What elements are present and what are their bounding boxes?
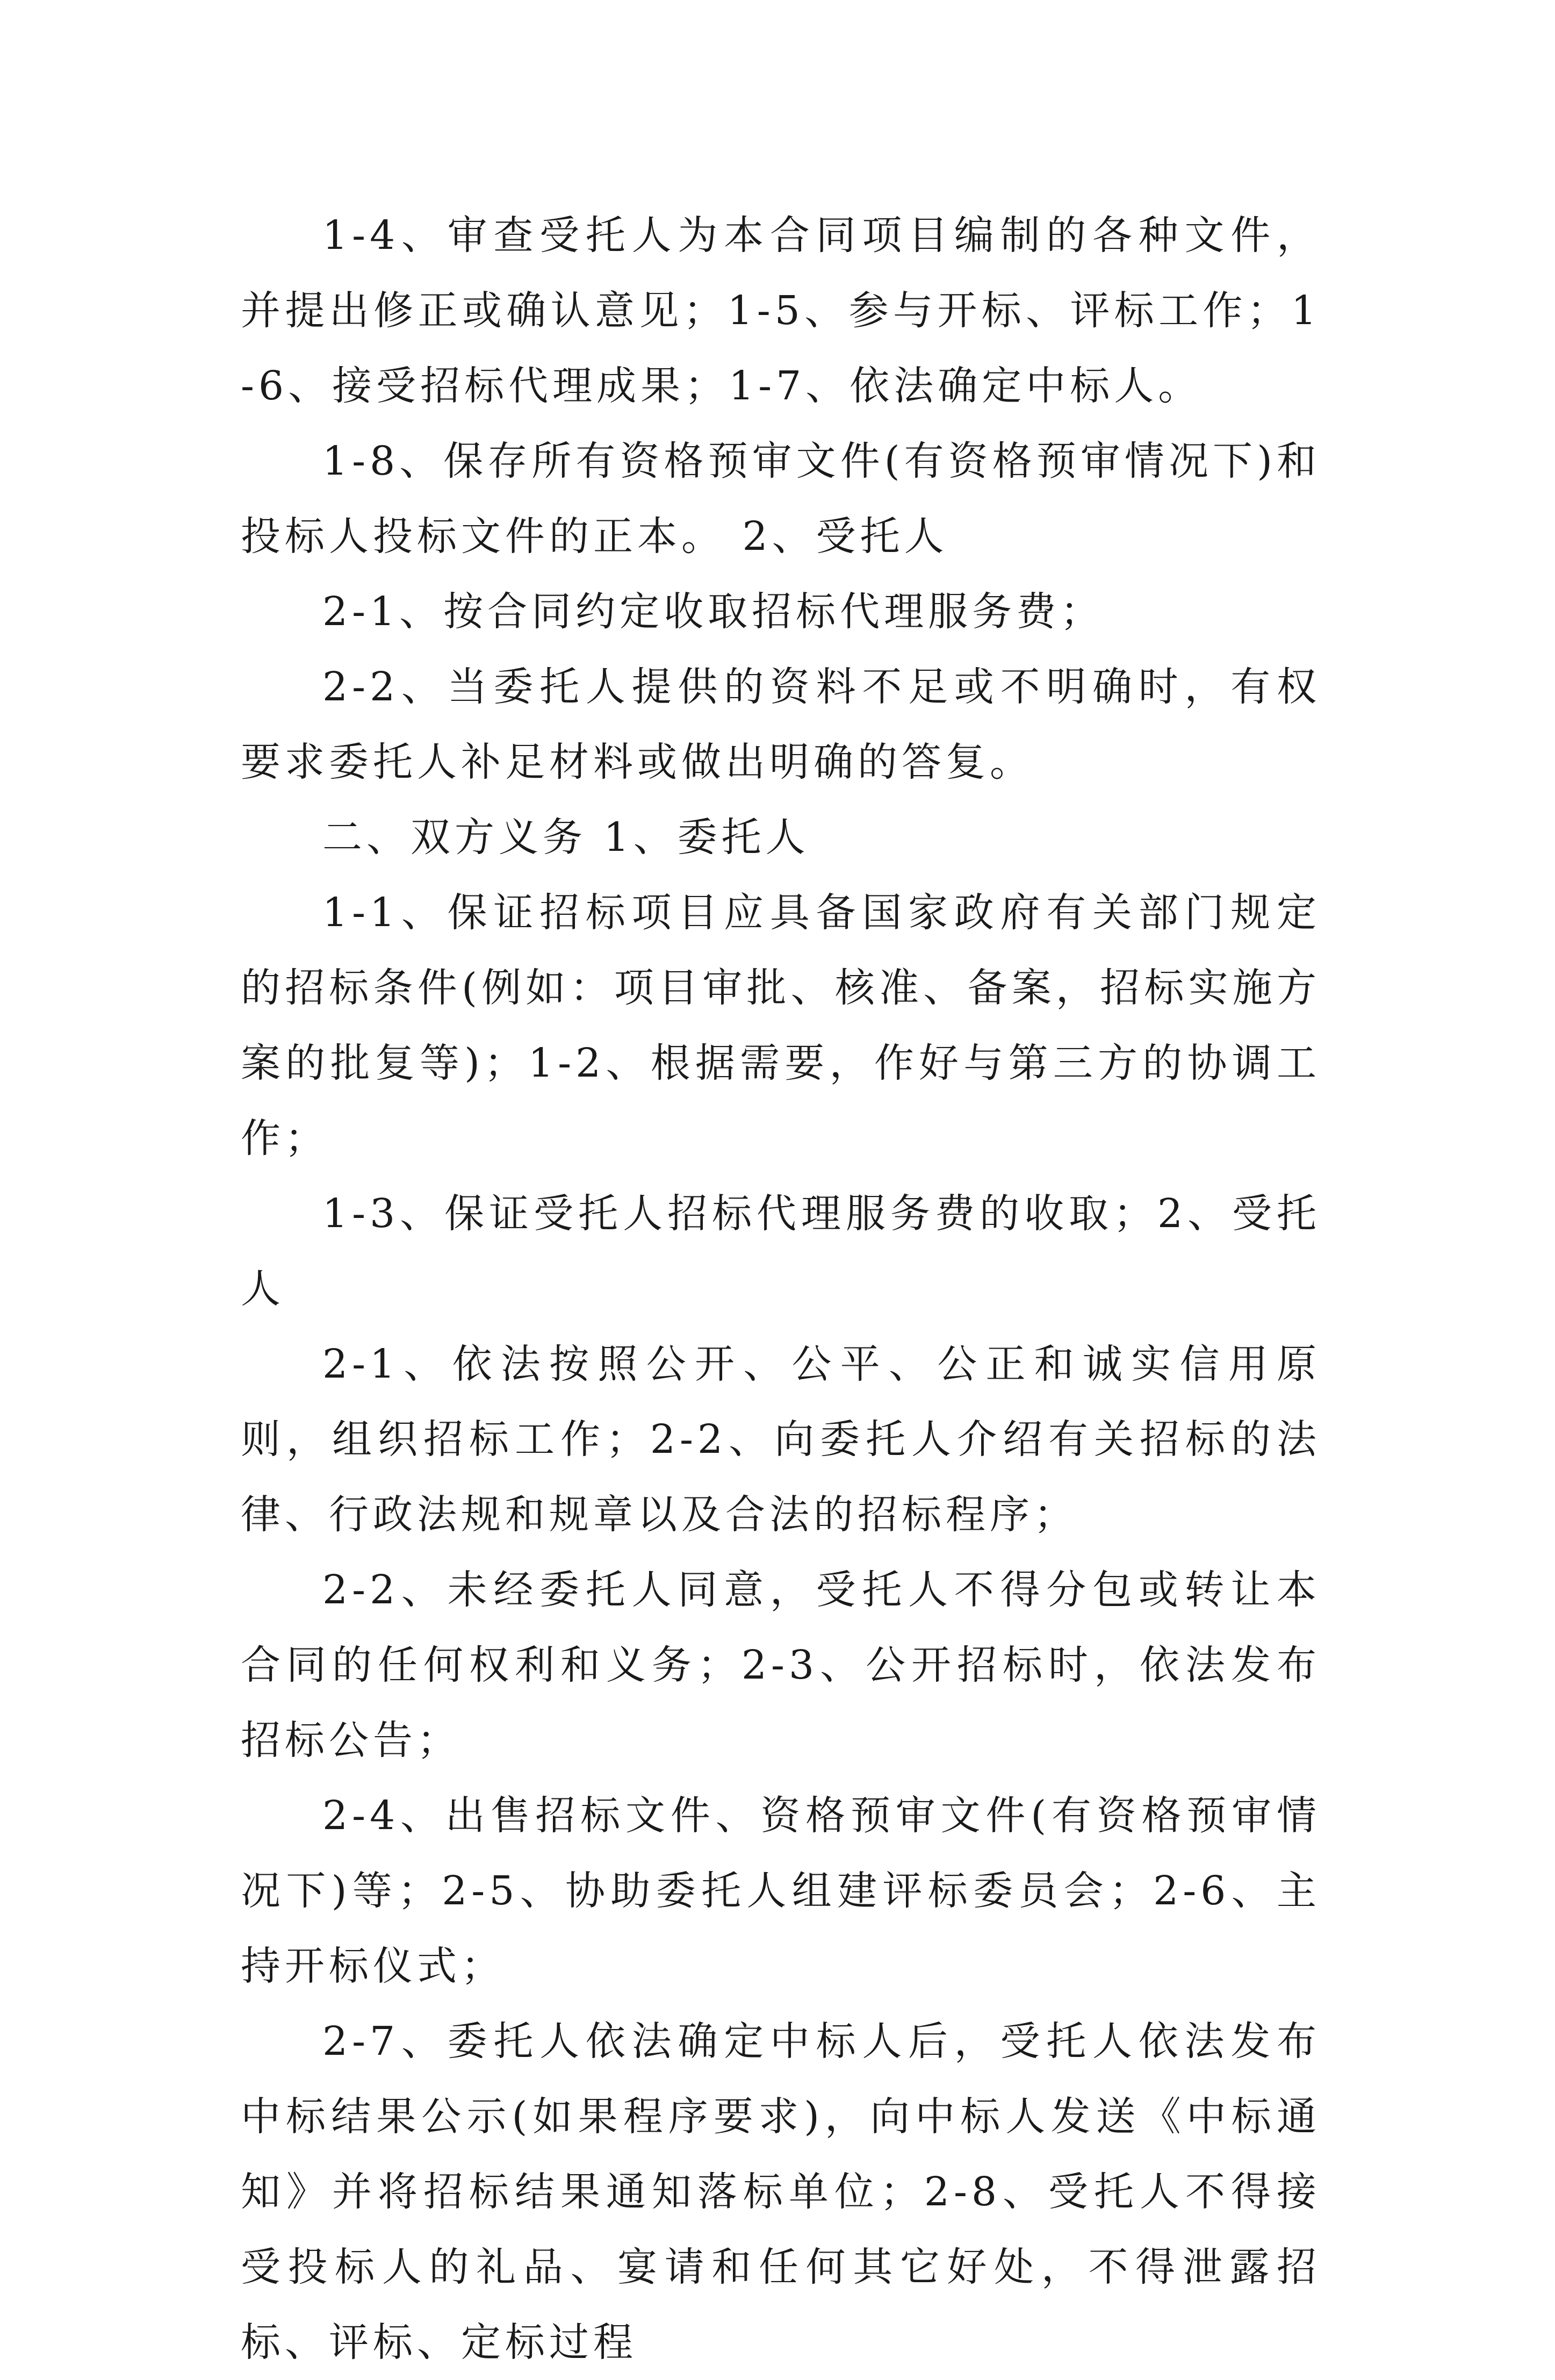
document-body [241,198,1321,2380]
paragraph: 二、双方义务 1、委托人 [322,814,810,861]
paragraph: 2-1、依法按照公开、公平、公正和诚实信用原则，组织招标工作；2-2、向委托人介绍有关招标的法律、行政法规和规章以及合法的招标程序； [241,1341,1321,1538]
paragraph: 1-1、保证招标项目应具备国家政府有关部门规定的招标条件(例如：项目审批、核准、备案，招标实施方案的批复等)；1-2、根据需要，作好与第三方的协调工作； [241,890,1321,1162]
paragraph: 2-2、未经委托人同意，受托人不得分包或转让本合同的任何权利和义务；2-3、公开招标时，依法发布招标公告； [241,1567,1321,1764]
paragraph: 1-8、保存所有资格预审文件(有资格预审情况下)和投标人投标文件的正本。 2、受托人 [241,438,1321,560]
paragraph: 2-1、按合同约定收取招标代理服务费； [322,589,1105,635]
paragraph: 1-3、保证受托人招标代理服务费的收取；2、受托人 [241,1191,1321,1312]
paragraph: 2-2、当委托人提供的资料不足或不明确时，有权要求委托人补足材料或做出明确的答复。 [241,664,1321,785]
paragraph: 1-4、审查受托人为本合同项目编制的各种文件，并提出修正或确认意见；1-5、参与开标、评标工作；1-6、接受招标代理成果；1-7、依法确定中标人。 [241,212,1321,409]
paragraph: 2-4、出售招标文件、资格预审文件(有资格预审情况下)等；2-5、协助委托人组建评标委员会；2-6、主持开标仪式； [241,1793,1321,1989]
paragraph: 2-7、委托人依法确定中标人后，受托人依法发布中标结果公示(如果程序要求)，向中标人发送《中标通知》并将招标结果通知落标单位；2-8、受托人不得接受投标人的礼品、宴请和任何其它好处，不得泄露招标、评标、定标过程 [241,2018,1321,2365]
